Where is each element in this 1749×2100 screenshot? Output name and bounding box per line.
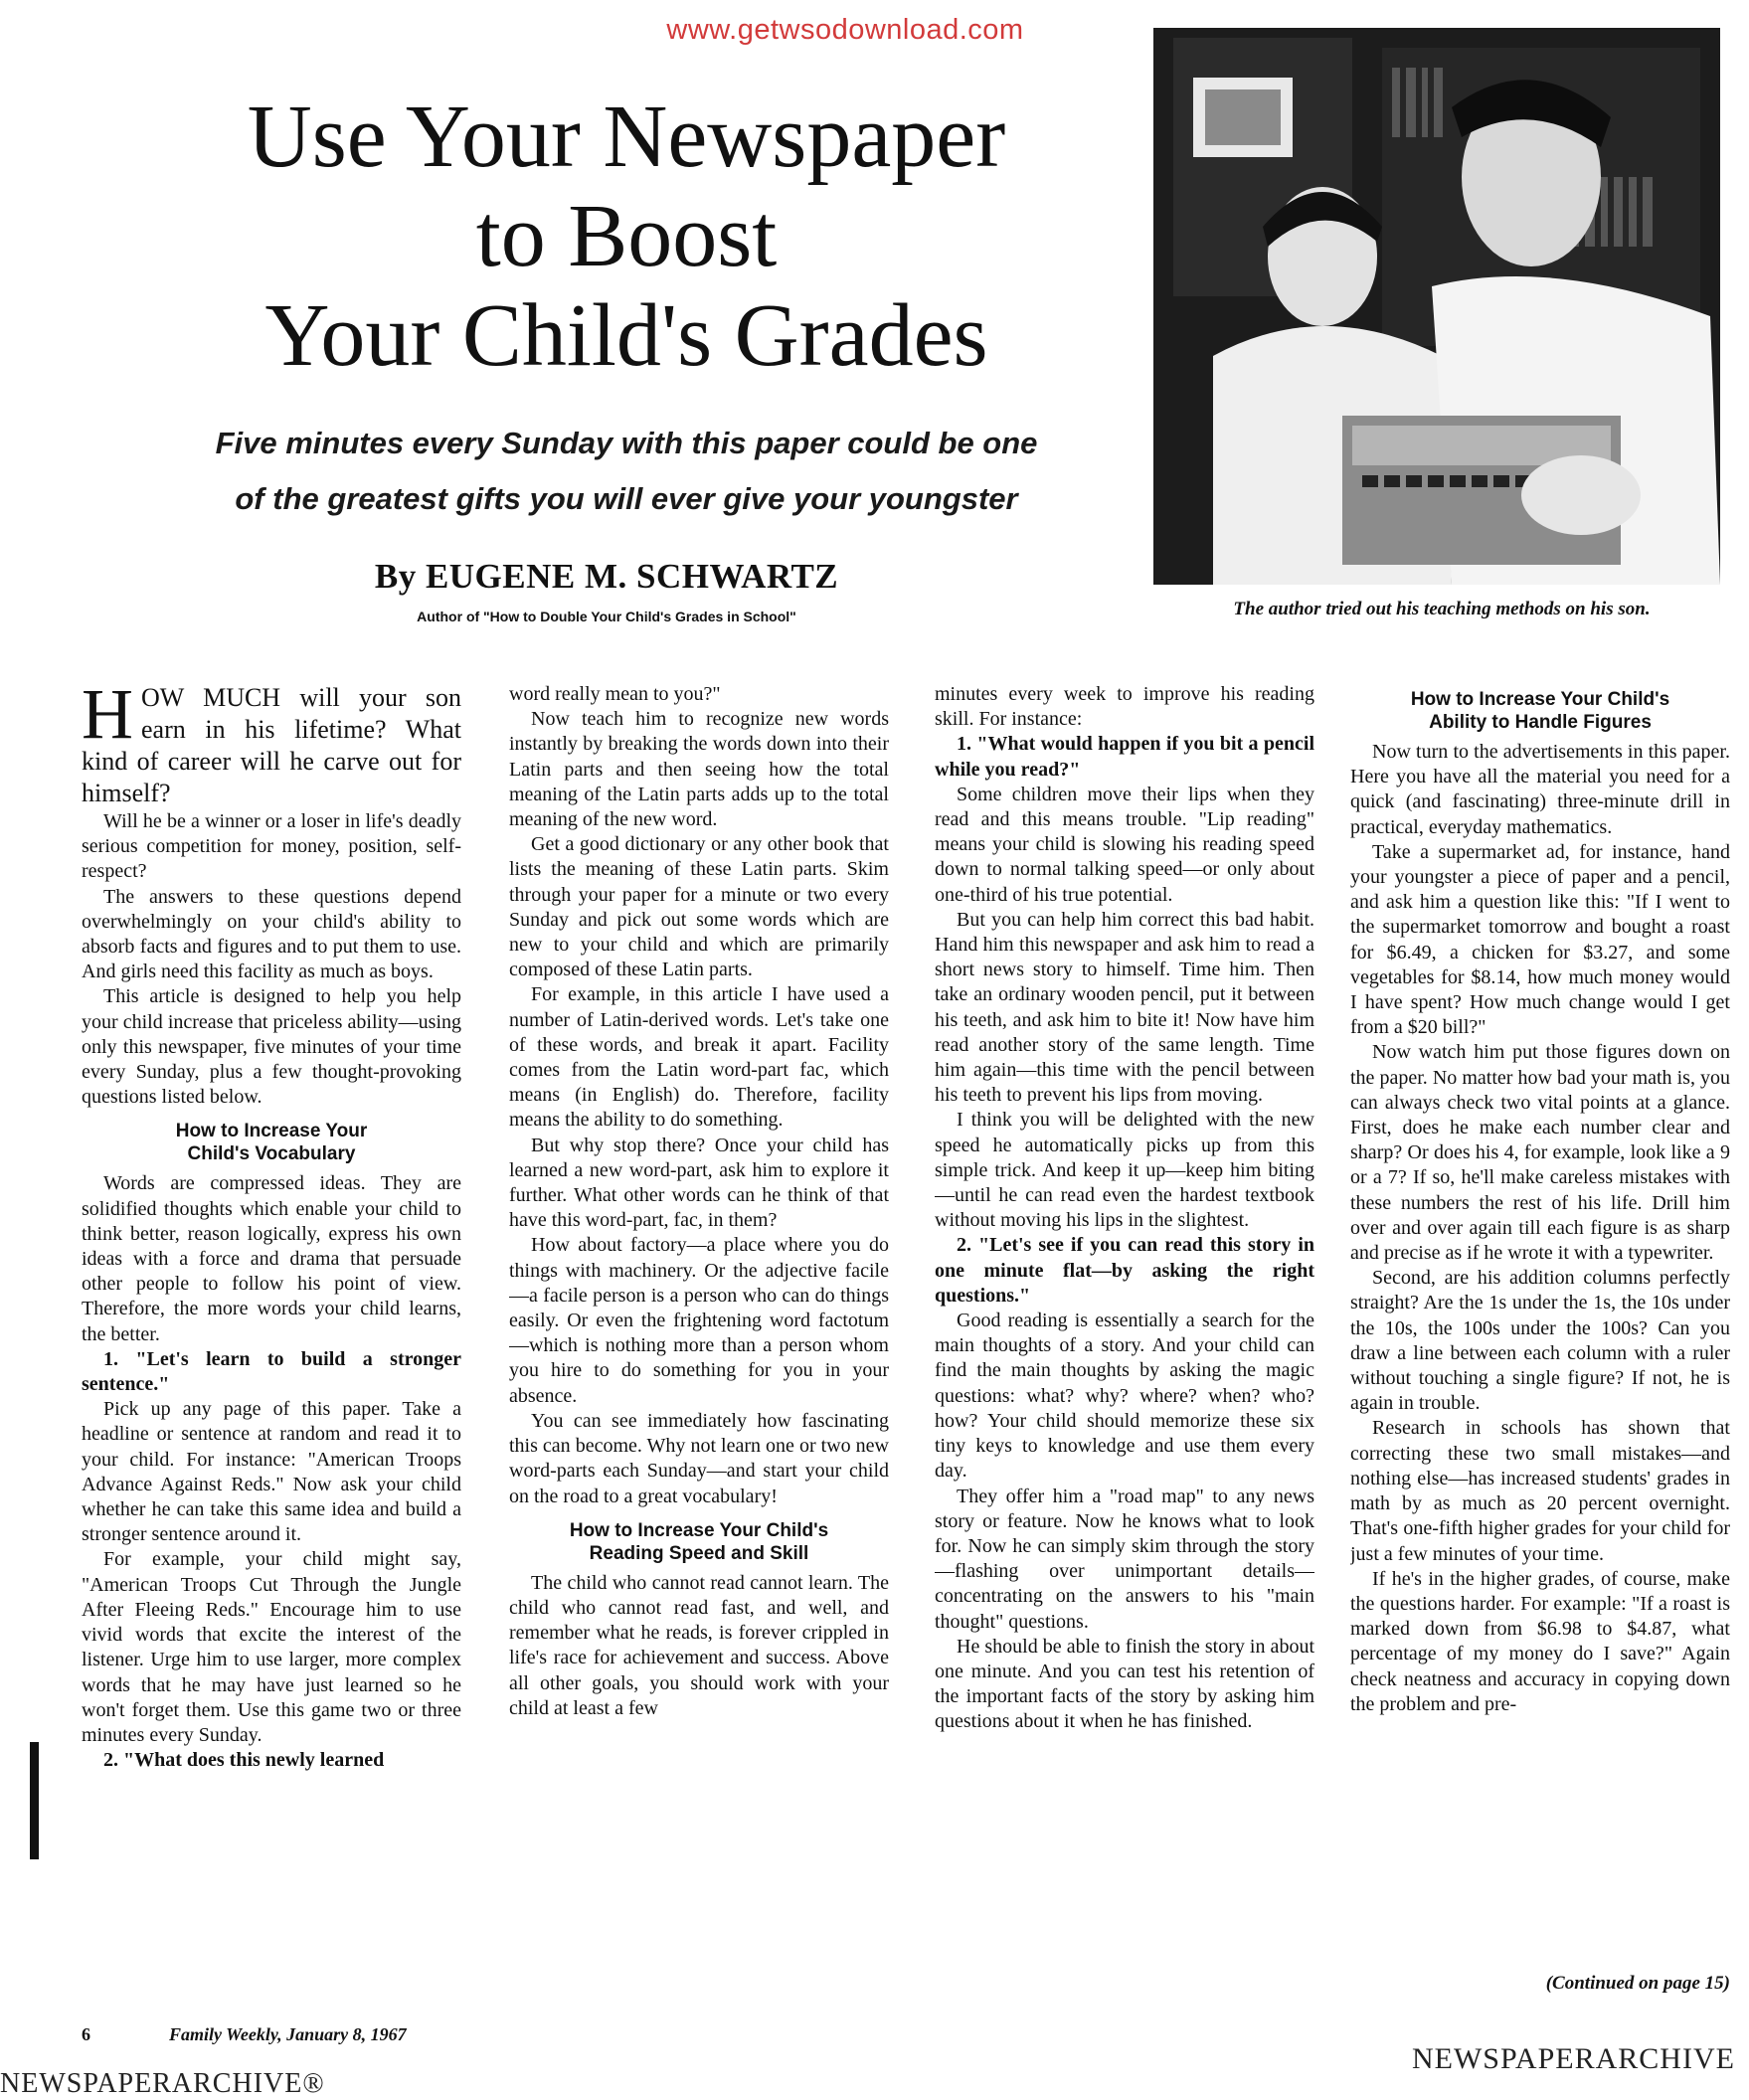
numbered-prompt: 1. "What would happen if you bit a pencil while you read?": [935, 733, 1314, 781]
heading-line: Reading Speed and Skill: [589, 1542, 809, 1564]
section-heading-reading: [509, 1519, 889, 1565]
numbered-prompt: 2. "What does this newly learned: [103, 1749, 385, 1772]
paragraph: This article is designed to help you help your child increase that priceless ability—using only this newspaper, five minutes of your time every Sunday, plus a few thought-provoking questions listed below.: [82, 985, 461, 1109]
numbered-prompt: 1. "Let's learn to build a stronger sentence.": [82, 1347, 461, 1396]
paragraph: word really mean to you?": [509, 683, 721, 705]
paragraph: But why stop there? Once your child has learned a new word-part, ask him to explore it further. What other words can he think of that have this word-part, fac, in them?: [509, 1134, 889, 1232]
margin-scan-mark: [30, 1742, 39, 1859]
paragraph: But you can help him correct this bad habit. Hand him this newspaper and ask him to read a short news story to himself. Time him. Then take an ordinary wooden pencil, put it between his teeth, and ask him to bite it! Now have him read another story of the same length. Time him again—this time with the pencil between his teeth to prevent his lips from moving.: [935, 908, 1314, 1107]
paragraph: How about factory—a place where you do things with machinery. Or the adjective facile—a facile person is a person who can do things easily. Or even the frightening word factotum—which is nothing more than a person whom you hire to do something for you in your absence.: [509, 1234, 889, 1407]
paragraph: Good reading is essentially a search for the main thoughts of a story. And your child can find the main thoughts by asking the magic questions: what? why? where? when? who? how? Your child should memorize these six tiny keys to knowledge and use them every day.: [935, 1310, 1314, 1483]
paragraph: Some children move their lips when they read and this means trouble. "Lip reading" means your child is slowing his reading speed down to normal talking speed—or only about one-third of his true potential.: [935, 783, 1314, 906]
paragraph: The child who cannot read cannot learn. The child who cannot read fast, and well, and remember what he reads, is forever crippled in life's race for achievement and success. Above all other goals, you should work with your child at least a few: [509, 1571, 889, 1719]
paragraph: You can see immediately how fascinating this can become. Why not learn one or two new word-parts each Sunday—and start your child on the road to a great vocabulary!: [509, 1409, 889, 1507]
heading-line: How to Increase Your Child's: [1410, 689, 1670, 710]
author-photo: [1153, 28, 1720, 585]
archive-logo-right: NEWSPAPERARCHIVE: [1412, 2042, 1735, 2075]
archive-logo-left: NEWSPAPERARCHIVE®: [0, 2068, 325, 2099]
publication-dateline: Family Weekly, January 8, 1967: [169, 2024, 407, 2044]
article-headline: [89, 88, 1163, 386]
headline-line-2: to Boost: [475, 187, 778, 285]
headline-line-1: Use Your Newspaper: [247, 88, 1006, 186]
paragraph: Research in schools has shown that correcting these two small mistakes—and nothing else—has increased students' grades in math by as much as 20 percent overnight. That's one-fifth higher grades for your child for just a few minutes of your time.: [1350, 1417, 1730, 1565]
paragraph: Get a good dictionary or any other book that lists the meaning of these Latin parts. Skim through your paper for a minute or two every Sunday and pick out some words which are new to your child and which are primarily composed of these Latin parts.: [509, 833, 889, 981]
numbered-prompt: 2. "Let's see if you can read this story in one minute flat—by asking the right questions.": [935, 1234, 1314, 1307]
article-column-3: [935, 682, 1314, 1965]
heading-line: Ability to Handle Figures: [1429, 712, 1652, 733]
paragraph: Will he be a winner or a loser in life's deadly serious competition for money, position, self-respect?: [82, 810, 461, 883]
section-heading-vocabulary: [82, 1120, 461, 1165]
subheadline-line-1: Five minutes every Sunday with this paper could be one: [215, 426, 1038, 460]
photo-illustration: [1153, 28, 1720, 585]
paragraph: For example, your child might say, "American Troops Cut Through the Jungle After Fleeing Reds." Encourage him to use vivid words that excite the interest of the listener. Urge him to use larger, more complex words that he may have just learned so he won't forget them. Use this game two or three minutes every Sunday.: [82, 1548, 461, 1746]
article-column-4: [1350, 682, 1730, 1965]
paragraph: Now watch him put those figures down on the paper. No matter how bad your math is, you can always check two vital points at a glance. First, does he make each number clear and sharp? Or does his 4, for example, look like a 9 or a 7? If so, he'll make careless mistakes with these numbers the rest of his life. Drill him over and over again till each figure is as sharp and precise as if he wrote it with a typewriter.: [1350, 1041, 1730, 1265]
paragraph: He should be able to finish the story in about one minute. And you can test his retention of the important facts of the story by asking him questions about it when he has finished.: [935, 1635, 1314, 1733]
paragraph: minutes every week to improve his reading skill. For instance:: [935, 683, 1314, 731]
article-column-1: [82, 682, 461, 1965]
paragraph: Now teach him to recognize new words instantly by breaking the words down into their Latin parts and then seeing how the total meaning of the Latin parts adds up to the total meaning of the new word.: [509, 708, 889, 831]
paragraph: Second, are his addition columns perfectly straight? Are the 1s under the 1s, the 10s under the 10s, the 100s under the 100s? Can you draw a line between each column with a ruler without touching a single figure? If not, he is again in trouble.: [1350, 1267, 1730, 1415]
headline-line-3: Your Child's Grades: [264, 286, 988, 385]
lead-text: OW MUCH will your son earn in his lifetime? What kind of career will he carve out for himself?: [82, 683, 461, 807]
author-credit: Author of "How to Double Your Child's Grades in School": [417, 609, 796, 624]
photo-caption: The author tried out his teaching methods on his son.: [1233, 599, 1651, 619]
article-column-2: [509, 682, 889, 1965]
paragraph: They offer him a "road map" to any news story or feature. Now he knows what to look for. Now he can simply skim through the story—flashing over unimportant details—concentrating on the answers to his "main thought" questions.: [935, 1485, 1314, 1633]
continued-note: (Continued on page 15): [1545, 1973, 1730, 1994]
paragraph: I think you will be delighted with the new speed he automatically picks up from this simple trick. And keep it up—keep him biting—until he can read even the hardest textbook without moving his lips in the slightest.: [935, 1109, 1314, 1232]
heading-line: How to Increase Your Child's: [569, 1519, 829, 1541]
heading-line: Child's Vocabulary: [187, 1143, 356, 1165]
subheadline-line-2: of the greatest gifts you will ever give your youngster: [235, 481, 1018, 516]
paragraph: If he's in the higher grades, of course, make the questions harder. For example: "If a roast is marked down from $6.98 to $4.87, what percentage of my money do I save?" Again check neatness and accuracy in copying down the problem and pre-: [1350, 1567, 1730, 1715]
section-heading-figures: [1350, 688, 1730, 734]
article-subheadline: [99, 416, 1153, 527]
paragraph: Now turn to the advertisements in this paper. Here you have all the material you need for a quick (and fascinating) three-minute drill in practical, everyday mathematics.: [1350, 741, 1730, 838]
heading-line: How to Increase Your: [175, 1121, 368, 1142]
lead-paragraph: [82, 682, 461, 809]
paragraph: Pick up any page of this paper. Take a headline or sentence at random and read it to your child. For instance: "American Troops Advance Against Reds." Now ask your child whether he can take this same idea and build a stronger sentence around it.: [82, 1398, 461, 1546]
paragraph: For example, in this article I have used a number of Latin-derived words. Let's take one of these words, and break it apart. Facility comes from the Latin word-part fac, which means (in English) do. Therefore, facility means the ability to do something.: [509, 983, 889, 1132]
page-number: 6: [82, 2024, 90, 2044]
paragraph: Words are compressed ideas. They are solidified thoughts which enable your child to think better, reason logically, express his own ideas with a force and drama that persuade other people to follow his point of view. Therefore, the more words your child learns, the better.: [82, 1172, 461, 1345]
author-byline: By EUGENE M. SCHWARTZ: [374, 557, 839, 596]
paragraph: The answers to these questions depend overwhelmingly on your child's ability to absorb facts and figures and to put them to use. And girls need this facility as much as boys.: [82, 885, 461, 983]
paragraph: Take a supermarket ad, for instance, hand your youngster a piece of paper and a pencil, and ask him a question like this: "If I went to the supermarket tomorrow and bought a roast for $6.49, a chicken for $3.27, and some vegetables for $8.14, how much money would I have spent? How much change would I get from a $20 bill?": [1350, 840, 1730, 1039]
site-watermark: www.getwsodownload.com: [666, 14, 1024, 46]
drop-cap: H: [82, 682, 133, 754]
